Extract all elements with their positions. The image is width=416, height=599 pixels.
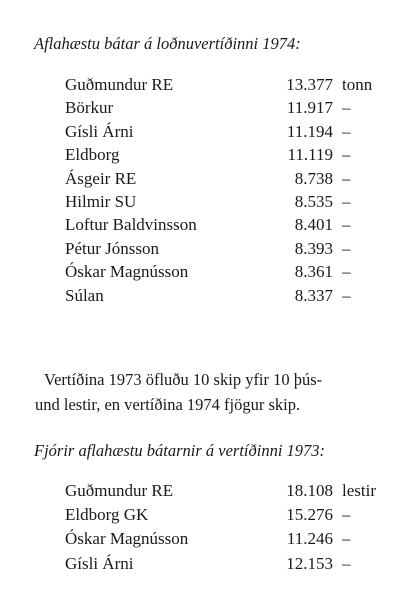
boat-name: Eldborg: [65, 145, 120, 165]
boat-name: Gísli Árni: [65, 553, 134, 573]
paragraph-line-2: und lestir, en vertíðina 1974 fjögur skip.: [35, 395, 301, 414]
boat-name: Súlan: [65, 285, 104, 305]
catch-unit: tonn: [342, 75, 373, 94]
table-row: [0, 286, 416, 308]
catch-value: 8.401: [294, 215, 333, 235]
table-row: [0, 239, 416, 261]
catch-value: 11.917: [286, 98, 333, 118]
catch-unit: –: [342, 553, 351, 573]
table-row: [0, 169, 416, 191]
body-paragraph: [35, 367, 384, 417]
catch-unit: –: [342, 98, 351, 118]
catch-unit: –: [342, 145, 351, 165]
table-row: [0, 98, 416, 120]
section1-heading: Aflahæstu bátar á loðnuvertíðinni 1974:: [34, 34, 301, 53]
catch-value: 11.194: [286, 121, 333, 141]
boat-name: Guðmundur RE: [65, 75, 174, 94]
catch-value: 13.377: [286, 75, 333, 94]
catch-value: 8.337: [294, 285, 333, 305]
catch-value: 18.108: [286, 481, 333, 500]
boat-name: Óskar Magnússon: [65, 529, 189, 549]
boat-name: Óskar Magnússon: [65, 262, 189, 282]
table-row: [0, 145, 416, 167]
catch-unit: lestir: [342, 481, 376, 500]
catch-unit: –: [342, 192, 351, 211]
table-row: [0, 505, 416, 527]
table-row: [0, 122, 416, 144]
catch-value: 8.535: [294, 192, 333, 211]
catch-unit: –: [342, 168, 351, 188]
table-row: [0, 554, 416, 576]
table-row: [0, 262, 416, 284]
boat-name: Börkur: [65, 98, 114, 118]
catch-unit: –: [342, 262, 351, 282]
catch-value: 8.361: [294, 262, 333, 282]
boat-name: Pétur Jónsson: [65, 238, 159, 258]
catch-unit: –: [342, 285, 351, 305]
catch-value: 11.119: [287, 145, 333, 165]
boat-name: Guðmundur RE: [65, 481, 174, 500]
catch-value: 11.246: [286, 529, 333, 549]
table-row: [0, 529, 416, 551]
section2-heading: Fjórir aflahæstu bátarnir á vertíðinni 1973:: [34, 441, 326, 460]
boat-name: Eldborg GK: [65, 505, 149, 525]
catch-value: 15.276: [286, 505, 333, 525]
boat-name: Loftur Baldvinsson: [65, 215, 197, 235]
boat-name: Gísli Árni: [65, 121, 134, 141]
table-row: [0, 481, 416, 503]
catch-value: 12.153: [286, 553, 333, 573]
catch-unit: –: [342, 529, 351, 549]
table-row: [0, 215, 416, 237]
catch-value: 8.738: [294, 168, 333, 188]
boat-name: Ásgeir RE: [65, 168, 137, 188]
catch-unit: –: [342, 121, 351, 141]
table-row: [0, 75, 416, 97]
table-row: [0, 192, 416, 214]
catch-unit: –: [342, 505, 351, 525]
catch-unit: –: [342, 215, 351, 235]
catch-unit: –: [342, 238, 351, 258]
catch-value: 8.393: [294, 238, 333, 258]
boat-name: Hilmir SU: [65, 192, 137, 211]
paragraph-line-1: Vertíðina 1973 öfluðu 10 skip yfir 10 þús-: [44, 370, 323, 389]
